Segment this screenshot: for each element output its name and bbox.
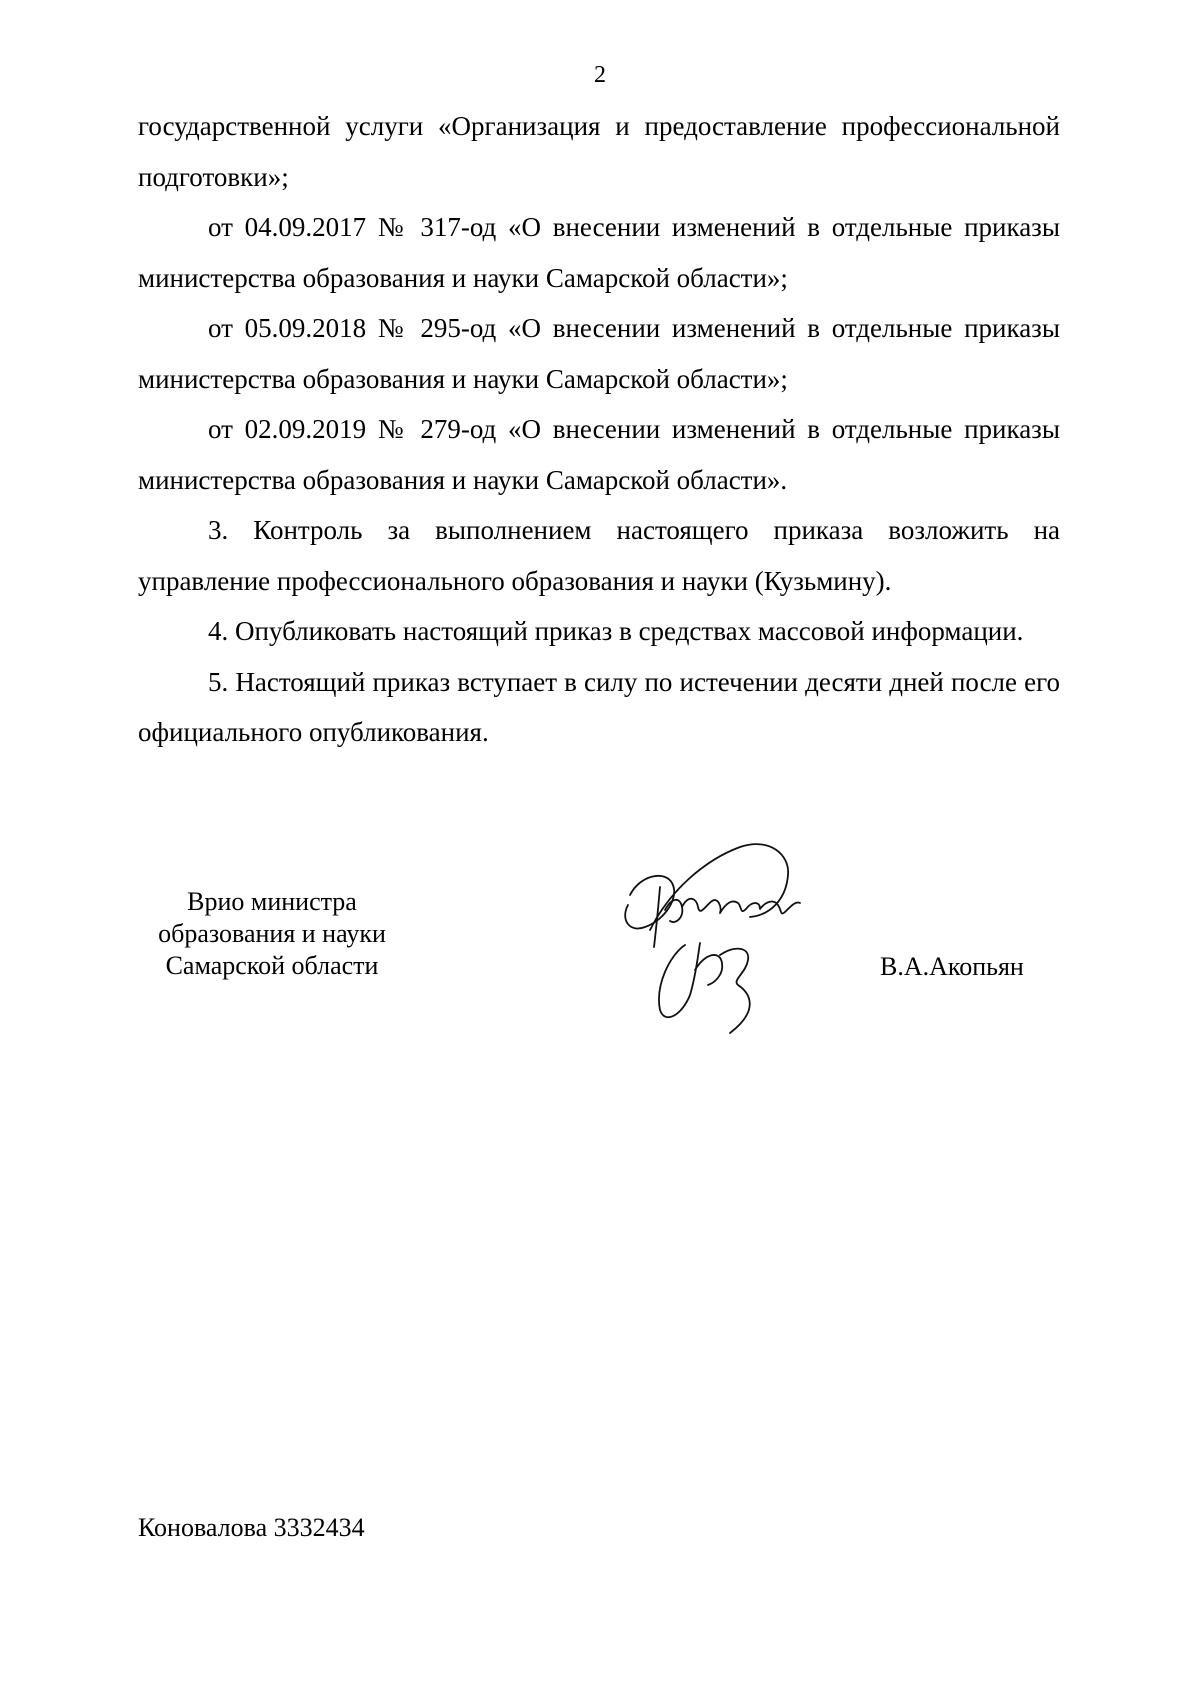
document-body: [138, 101, 1060, 758]
paragraph-item-4-publish: 4. Опубликовать настоящий приказ в средствах массовой информации.: [208, 616, 1024, 646]
page-number: 2: [594, 62, 606, 88]
signer-position-line: образования и науки: [158, 919, 386, 948]
paragraph-service-name: государственной услуги «Организация и предоставление профессиональной подготовки»;: [138, 111, 1060, 192]
paragraph-item-3-control: 3. Контроль за выполнением настоящего приказа возложить на управление профессионального образования и науки (Кузьмину).: [138, 515, 1060, 596]
paragraph-order-2018: от 05.09.2018 № 295-од «О внесении изменений в отдельные приказы министерства образования и науки Самарской области»;: [138, 313, 1060, 394]
paragraph-item-5-effective: 5. Настоящий приказ вступает в силу по истечении десяти дней после его официального опубликования.: [138, 666, 1060, 747]
paragraph-order-2019: от 02.09.2019 № 279-од «О внесении изменений в отдельные приказы министерства образования и науки Самарской области».: [138, 414, 1060, 495]
executor-contact: Коновалова 3332434: [138, 1513, 365, 1542]
signer-name: В.А.Акопьян: [880, 952, 1024, 981]
signer-position: [132, 886, 412, 982]
handwritten-signature: [610, 835, 820, 1035]
signer-position-line: Самарской области: [165, 951, 379, 980]
paragraph-order-2017: от 04.09.2017 № 317-од «О внесении изменений в отдельные приказы министерства образования и науки Самарской области»;: [138, 212, 1060, 293]
signer-position-line: Врио министра: [187, 887, 357, 916]
